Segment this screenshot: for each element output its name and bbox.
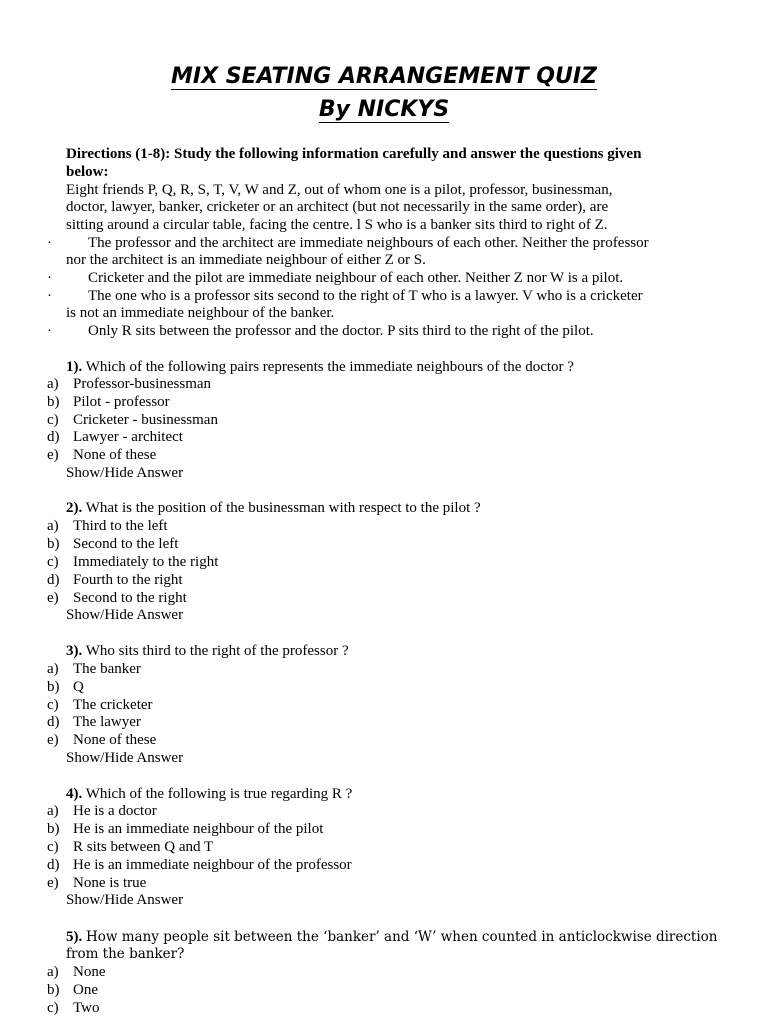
condition-line: Only R sits between the professor and the doctor. P sits third to the right of the pilot. bbox=[88, 323, 594, 339]
question-text: Which of the following pairs represents the immediate neighbours of the doctor ? bbox=[85, 359, 574, 375]
directions-line: sitting around a circular table, facing the centre. l S who is a banker sits third to right of Z. bbox=[66, 217, 608, 233]
condition-line: Cricketer and the pilot are immediate neighbour of each other. Neither Z nor W is a pilot. bbox=[88, 270, 624, 286]
option[interactable] bbox=[47, 999, 99, 1017]
quiz-title-text: MIX SEATING ARRANGEMENT QUIZ bbox=[171, 64, 597, 89]
option[interactable] bbox=[47, 802, 157, 820]
option[interactable] bbox=[47, 731, 156, 749]
option-letter: e) bbox=[47, 875, 59, 891]
option-text: Immediately to the right bbox=[73, 554, 219, 570]
question-text: Which of the following is true regarding R ? bbox=[85, 786, 353, 802]
option-text: He is an immediate neighbour of the professor bbox=[73, 857, 352, 873]
option-letter: a) bbox=[47, 964, 59, 980]
question-2 bbox=[66, 499, 481, 517]
condition-line: is not an immediate neighbour of the banker. bbox=[66, 305, 335, 321]
bullet-marker: · bbox=[47, 323, 52, 339]
option[interactable] bbox=[47, 517, 168, 535]
option-letter: c) bbox=[47, 839, 59, 855]
option-letter: a) bbox=[47, 518, 59, 534]
option[interactable] bbox=[47, 963, 106, 981]
option-text: Second to the right bbox=[73, 590, 187, 606]
option-text: R sits between Q and T bbox=[73, 839, 214, 855]
question-text: What is the position of the businessman with respect to the pilot ? bbox=[85, 500, 481, 516]
condition-line: nor the architect is an immediate neighbour of either Z or S. bbox=[66, 252, 426, 268]
question-text: Who sits third to the right of the professor ? bbox=[85, 643, 349, 659]
condition-line: The professor and the architect are immediate neighbours of each other. Neither the professor bbox=[88, 235, 649, 251]
option[interactable] bbox=[47, 553, 218, 571]
option[interactable] bbox=[47, 660, 141, 678]
option-text: Q bbox=[73, 679, 84, 695]
option-text: Professor-businessman bbox=[73, 376, 212, 392]
question-3 bbox=[66, 642, 349, 660]
option-text: Fourth to the right bbox=[73, 572, 183, 588]
option-text: Two bbox=[73, 1000, 100, 1016]
option[interactable] bbox=[47, 571, 183, 589]
option[interactable] bbox=[47, 446, 156, 464]
option-text: Third to the left bbox=[73, 518, 168, 534]
option-letter: c) bbox=[47, 412, 59, 428]
option-text: He is an immediate neighbour of the pilot bbox=[73, 821, 324, 837]
option-text: Lawyer - architect bbox=[73, 429, 183, 445]
option-letter: c) bbox=[47, 554, 59, 570]
option[interactable] bbox=[47, 393, 170, 411]
option-text: The lawyer bbox=[73, 714, 141, 730]
option-letter: b) bbox=[47, 679, 60, 695]
option-text: One bbox=[73, 982, 98, 998]
question-4 bbox=[66, 785, 352, 803]
option[interactable] bbox=[47, 713, 141, 731]
question-number: 2). bbox=[66, 500, 83, 516]
option[interactable] bbox=[47, 820, 323, 838]
option-letter: e) bbox=[47, 590, 59, 606]
option-letter: a) bbox=[47, 803, 59, 819]
quiz-author-text: By NICKYS bbox=[318, 97, 450, 122]
option-letter: e) bbox=[47, 732, 59, 748]
question-text-cont: from the banker? bbox=[66, 946, 185, 962]
bullet-marker: · bbox=[47, 288, 52, 304]
directions-line: doctor, lawyer, banker, cricketer or an architect (but not necessarily in the same order), are bbox=[66, 199, 609, 215]
quiz-title bbox=[0, 64, 768, 90]
option[interactable] bbox=[47, 535, 178, 553]
option-letter: d) bbox=[47, 572, 60, 588]
option-letter: d) bbox=[47, 714, 60, 730]
option-text: Second to the left bbox=[73, 536, 179, 552]
question-text: How many people sit between the ‘banker’ and ‘W’ when counted in anticlockwise direction bbox=[86, 929, 718, 945]
option-text: Pilot - professor bbox=[73, 394, 170, 410]
option-text: None of these bbox=[73, 447, 157, 463]
show-hide-answer-link[interactable]: Show/Hide Answer bbox=[66, 465, 184, 481]
option[interactable] bbox=[47, 589, 187, 607]
option[interactable] bbox=[47, 696, 153, 714]
option-text: None is true bbox=[73, 875, 147, 891]
option-letter: b) bbox=[47, 536, 60, 552]
option-letter: d) bbox=[47, 429, 60, 445]
show-hide-answer-link[interactable]: Show/Hide Answer bbox=[66, 750, 184, 766]
option-letter: d) bbox=[47, 857, 60, 873]
directions-heading: Directions (1-8): Study the following information carefully and answer the questions given bbox=[66, 146, 642, 162]
option-letter: a) bbox=[47, 376, 59, 392]
question-number: 4). bbox=[66, 786, 83, 802]
option[interactable] bbox=[47, 874, 146, 892]
directions-heading-cont: below: bbox=[66, 164, 109, 180]
option-text: The banker bbox=[73, 661, 141, 677]
question-number: 3). bbox=[66, 643, 83, 659]
option-text: None bbox=[73, 964, 106, 980]
show-hide-answer-link[interactable]: Show/Hide Answer bbox=[66, 607, 184, 623]
question-number: 1). bbox=[66, 359, 83, 375]
option[interactable] bbox=[47, 678, 84, 696]
option-letter: e) bbox=[47, 447, 59, 463]
option[interactable] bbox=[47, 838, 213, 856]
question-number: 5). bbox=[66, 929, 83, 945]
option-letter: b) bbox=[47, 394, 60, 410]
show-hide-answer-link[interactable]: Show/Hide Answer bbox=[66, 892, 184, 908]
option[interactable] bbox=[47, 856, 352, 874]
option[interactable] bbox=[47, 375, 211, 393]
option-letter: a) bbox=[47, 661, 59, 677]
question-1 bbox=[66, 358, 574, 376]
option[interactable] bbox=[47, 428, 183, 446]
option-text: Cricketer - businessman bbox=[73, 412, 218, 428]
option-text: The cricketer bbox=[73, 697, 153, 713]
option-letter: c) bbox=[47, 1000, 59, 1016]
directions-line: Eight friends P, Q, R, S, T, V, W and Z, out of whom one is a pilot, professor, businessman, bbox=[66, 182, 613, 198]
option-letter: b) bbox=[47, 982, 60, 998]
condition-line: The one who is a professor sits second to the right of T who is a lawyer. V who is a cricketer bbox=[88, 288, 643, 304]
option-text: He is a doctor bbox=[73, 803, 157, 819]
option[interactable] bbox=[47, 981, 98, 999]
option-text: None of these bbox=[73, 732, 157, 748]
quiz-author bbox=[0, 97, 768, 123]
bullet-marker: · bbox=[47, 270, 52, 286]
option-letter: c) bbox=[47, 697, 59, 713]
option[interactable] bbox=[47, 411, 218, 429]
question-5 bbox=[66, 928, 718, 946]
bullet-marker: · bbox=[47, 235, 52, 251]
option-letter: b) bbox=[47, 821, 60, 837]
